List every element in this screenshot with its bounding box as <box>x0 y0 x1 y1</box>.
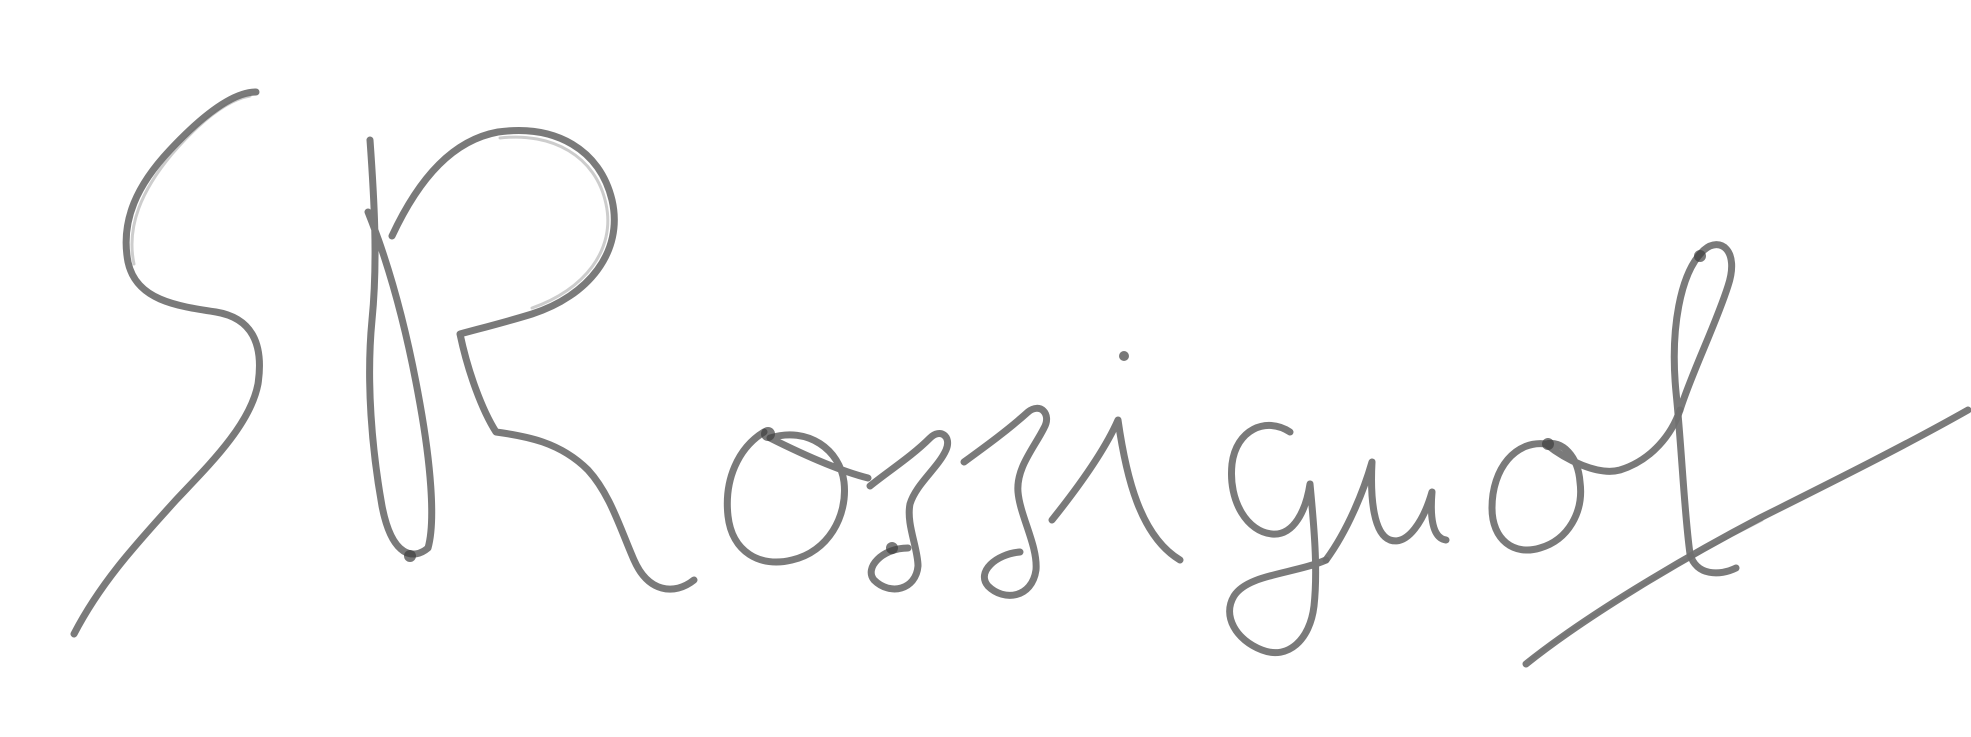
ink-blob-s <box>886 542 898 554</box>
stroke-g <box>1230 425 1326 652</box>
signature-strokes <box>74 92 1968 664</box>
i-dot <box>1119 351 1129 361</box>
stroke-l <box>1674 245 1736 573</box>
ink-blob-o <box>761 427 775 441</box>
stroke-i <box>1052 420 1180 560</box>
stroke-r-bowl <box>392 131 694 590</box>
stroke-s <box>74 92 259 634</box>
stroke-s2 <box>870 434 948 589</box>
stroke-o <box>727 432 868 562</box>
ink-blob-l <box>1694 250 1706 262</box>
ink-blob-o2 <box>1542 438 1554 450</box>
stroke-flourish <box>1526 410 1968 664</box>
stroke-o2 <box>1492 410 1680 550</box>
stroke-u <box>1326 462 1446 560</box>
stroke-s3 <box>964 408 1047 595</box>
ink-blob-r <box>404 550 416 562</box>
stroke-r-stem <box>368 140 432 554</box>
